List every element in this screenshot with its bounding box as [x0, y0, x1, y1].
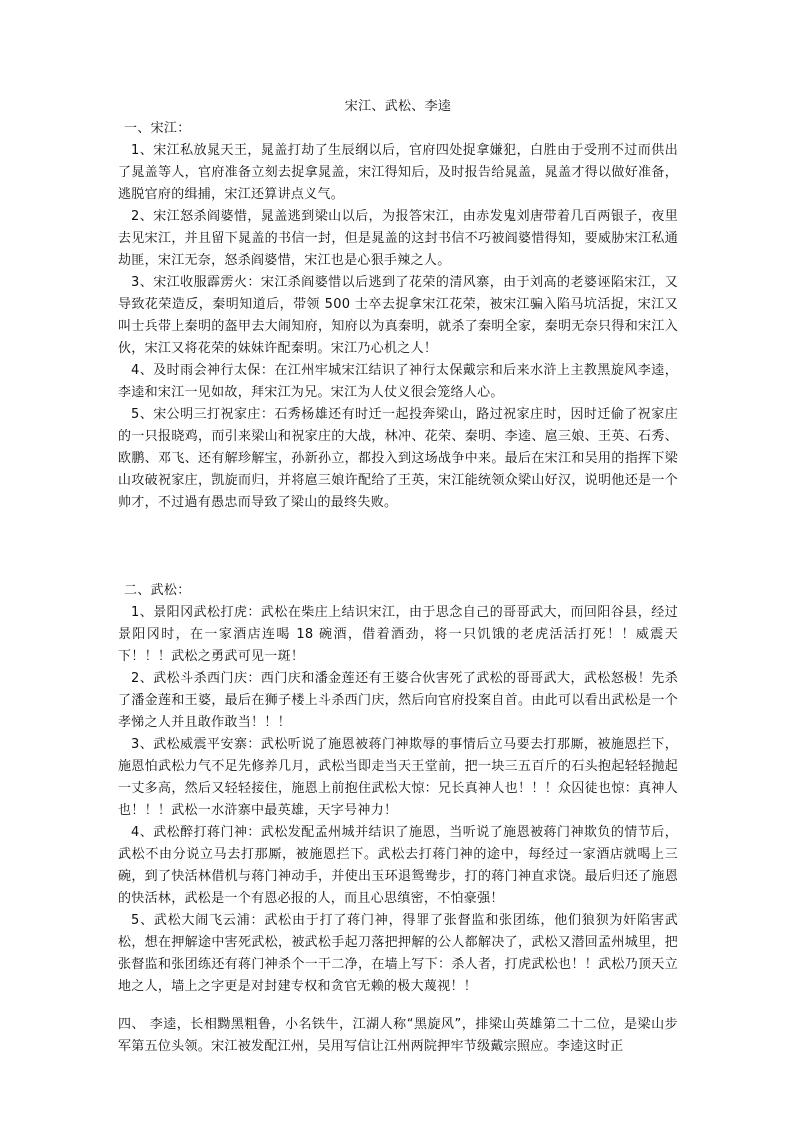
section-heading-song-jiang: 一、宋江： — [124, 121, 191, 136]
paragraph: 3、宋江收服霹雳火：宋江杀阎婆惜以后逃到了花荣的清风寨，由于刘高的老婆诬陷宋江，又导致花荣造反，秦明知道后，带领 500 士卒去捉拿宋江花荣，被宋江骗入陷马坑活捉，宋江又叫士兵带上秦明的盔甲去大闹知府，知府以为真秦明，就杀了秦明全家，秦明无奈只得和宋江入伙，宋江又将花荣的妹妹许配秦明。宋江乃心机之人！ — [118, 275, 678, 356]
paragraph: 3、武松威震平安寨：武松听说了施恩被蒋门神欺辱的事情后立马要去打那厮，被施恩拦下，施恩怕武松力气不足先修养几月，武松当即走当天王堂前，把一块三五百斤的石头抱起轻轻抛起一丈多高，然后又轻轻接住，施恩上前抱住武松大惊：兄长真神人也！！！众囚徒也惊：真神人也！！！武松一水浒寨中最英雄，天字号神力！ — [118, 737, 678, 818]
document-title: 宋江、武松、李逵 — [344, 99, 452, 114]
paragraph: 5、宋公明三打祝家庄：石秀杨雄还有时迁一起投奔梁山，路过祝家庄时，因时迁偷了祝家庄的一只报晓鸡，而引来梁山和祝家庄的大战，林冲、花荣、秦明、李逵、扈三娘、王英、石秀、欧鹏、邓飞、还有解珍解宝，孙新孙立，都投入到这场战争中来。最后在宋江和吴用的指挥下梁山攻破祝家庄，凯旋而归，并将扈三娘许配给了王英，宋江能统领众梁山好汉，说明他还是一个帅才，不过過有愚忠而导致了梁山的最终失败。 — [118, 407, 678, 510]
section-spacer — [118, 514, 678, 580]
paragraph: 4、武松醉打蒋门神：武松发配孟州城并结识了施恩，当听说了施恩被蒋门神欺负的情节后，武松不由分说立马去打那厮，被施恩拦下。武松去打蒋门神的途中，每经过一家酒店就喝上三碗，到了快活林借机与蒋门神动手，并使出玉环退鸳鸯步，打的蒋门神直求饶。最后归还了施恩的快活林，武松是一个有恩必报的人，而且心思缜密，不怕豪强！ — [118, 825, 678, 906]
section-spacer — [118, 998, 678, 1014]
section-li-kui-paragraph: 四、 李逵，长相黝黑粗鲁，小名铁牛，江湖人称“黑旋风”，排梁山英雄第二十二位，是梁山步军第五位头领。宋江被发配江州，吴用写信让江州两院押牢节级戴宗照应。李逵这时正 — [118, 1017, 678, 1054]
paragraph: 1、景阳冈武松打虎：武松在柴庄上结识宋江，由于思念自己的哥哥武大，而回阳谷县，经过景阳冈时，在一家酒店连喝 18 碗酒，借着酒劲，将一只饥饿的老虎活活打死！！威震天下！！！武松之勇武可见一斑！ — [118, 605, 678, 664]
paragraph: 5、武松大闹飞云浦：武松由于打了蒋门神，得罪了张督监和张团练，他们狼狈为奸陷害武松，想在押解途中害死武松，被武松手起刀落把押解的公人都解决了，武松又潜回孟州城里，把张督监和张团练还有蒋门神杀个一干二净，在墙上写下：杀人者，打虎武松也！！武松乃顶天立地之人，墙上之字更是对封建专权和贪官无赖的极大蔑视！！ — [118, 913, 678, 994]
paragraph: 1、宋江私放晁天王，晁盖打劫了生辰纲以后，官府四处捉拿嫌犯，白胜由于受刑不过而供出了晁盖等人，官府准备立刻去捉拿晁盖，宋江得知后，及时报告给晁盖，晁盖才得以做好准备，逃脱官府的缉捕，宋江还算讲点义气。 — [118, 143, 678, 202]
paragraph: 2、宋江怒杀阎婆惜，晁盖逃到梁山以后，为报答宋江，由赤发鬼刘唐带着几百两银子，夜里去见宋江，并且留下晁盖的书信一封，但是晁盖的这封书信不巧被阎婆惜得知，要威胁宋江私通劫匪，宋江无奈，怒杀阎婆惜，宋江也是心狠手辣之人。 — [118, 209, 678, 268]
document-page — [118, 96, 678, 1058]
section-heading-wu-song: 二、武松： — [124, 583, 191, 598]
paragraph: 2、武松斗杀西门庆：西门庆和潘金莲还有王婆合伙害死了武松的哥哥武大，武松怒极！先杀了潘金莲和王婆，最后在狮子楼上斗杀西门庆，然后向官府投案自首。由此可以看出武松是一个孝悌之人并且敢作敢当！！！ — [118, 671, 678, 730]
paragraph: 4、及时雨会神行太保：在江州牢城宋江结识了神行太保戴宗和后来水浒上主教黑旋风李逵，李逵和宋江一见如故，拜宋江为兄。宋江为人仗义很会笼络人心。 — [118, 363, 678, 400]
